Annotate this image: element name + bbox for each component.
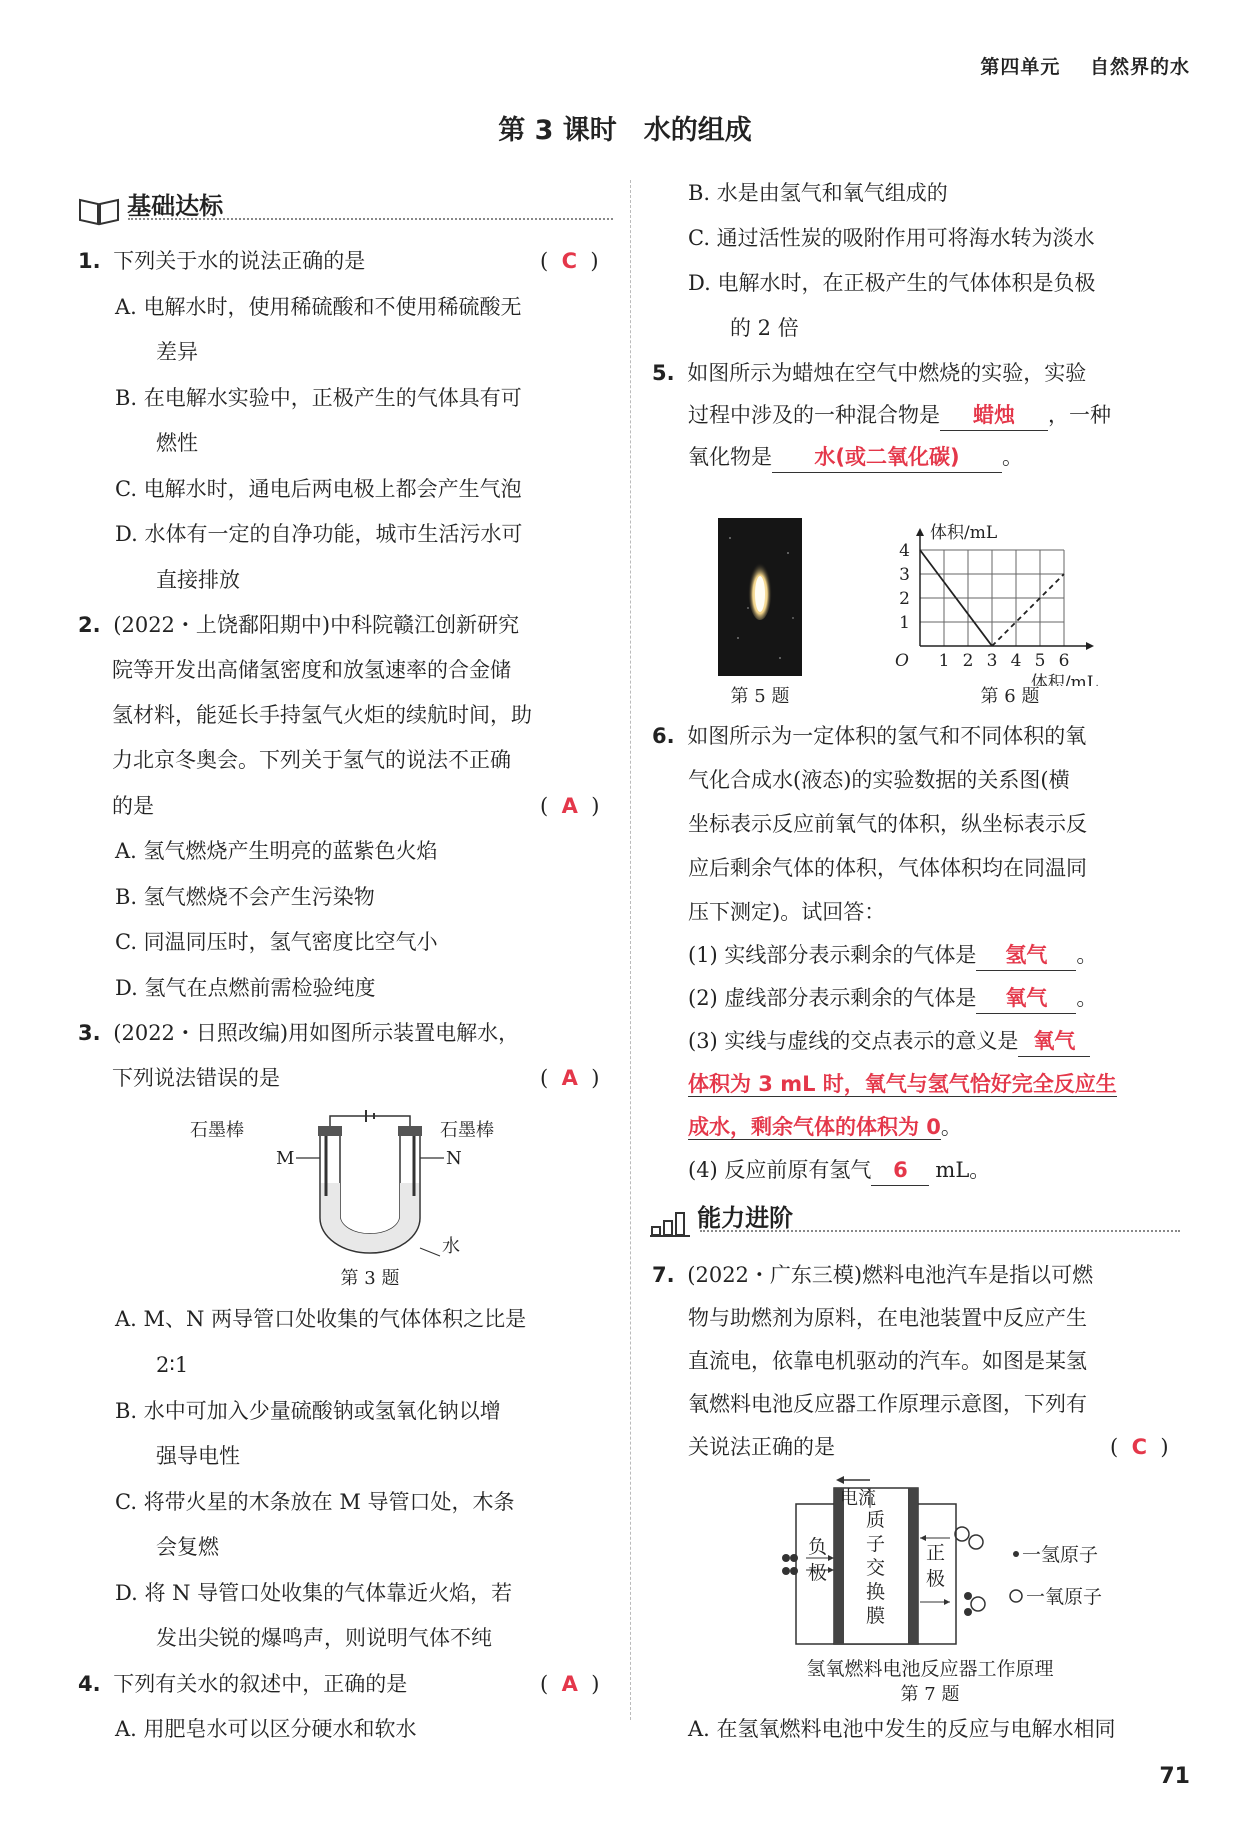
q6-answer-4: 6 <box>893 1158 908 1182</box>
option-b: B. 氢气燃烧不会产生污染物 <box>115 885 375 909</box>
q6-answer-3-cont: 成水，剩余气体的体积为 0。 <box>688 1115 962 1139</box>
page-title: 第 3 课时 水的组成 <box>498 115 752 146</box>
option-d: D. 电解水时，在正极产生的气体体积是负极 <box>688 271 1096 295</box>
q7-line: 物与助燃剂为原料，在电池装置中反应产生 <box>688 1306 1087 1330</box>
y-tick-label: 2 <box>899 589 910 609</box>
q6-answer-3-cont: 体积为 3 mL 时，氧气与氢气恰好完全反应生 <box>688 1072 1117 1096</box>
unit-label: 第四单元 <box>980 56 1061 78</box>
option-a: A. 电解水时，使用稀硫酸和不使用稀硫酸无 <box>115 295 522 319</box>
option-a: A. 氢气燃烧产生明亮的蓝紫色火焰 <box>115 839 438 863</box>
x-tick-label: 4 <box>1010 651 1022 671</box>
dashed-series-line <box>992 574 1064 646</box>
q6-answer-1: 氢气 <box>1005 943 1048 967</box>
option-c: C. 通过活性炭的吸附作用可将海水转为淡水 <box>688 226 1095 250</box>
question-1: 1. 下列关于水的说法正确的是 <box>78 249 366 273</box>
q5-line: 氧化物是 水(或二氧化碳) 。 <box>688 442 1023 473</box>
q6-line: 应后剩余气体的体积，气体体积均在同温同 <box>688 856 1087 880</box>
answer-3: ( A ) <box>540 1066 600 1090</box>
option-d-cont: 直接排放 <box>156 568 240 592</box>
page-header <box>980 52 1190 79</box>
column-divider <box>630 180 631 1720</box>
option-a: A. M、N 两导管口处收集的气体体积之比是 <box>115 1307 527 1331</box>
q5-line: 过程中涉及的一种混合物是 蜡烛 ，一种 <box>688 400 1111 431</box>
q7-line: 关说法正确的是 <box>688 1435 835 1459</box>
option-b: B. 水中可加入少量硫酸钠或氢氧化钠以增 <box>115 1399 501 1423</box>
option-c: C. 将带火星的木条放在 M 导管口处，木条 <box>115 1490 515 1514</box>
y-tick-label: 4 <box>899 541 910 561</box>
q6-sub-4: (4) 反应前原有氢气 6 mL。 <box>688 1155 990 1186</box>
figure-5-caption: 第 5 题 <box>730 686 790 707</box>
option-c: C. 电解水时，通电后两电极上都会产生气泡 <box>115 477 522 501</box>
answer-7: ( C ) <box>1110 1435 1169 1459</box>
q7-line: 氧燃料电池反应器工作原理示意图，下列有 <box>688 1392 1087 1416</box>
question-2: 2. (2022・上饶鄱阳期中)中科院赣江创新研究 <box>78 613 520 637</box>
legend-oxygen: 一氧原子 <box>1026 1586 1103 1608</box>
answer-1: ( C ) <box>540 249 599 273</box>
right-electrode-label: 石墨棒 <box>440 1120 494 1141</box>
fuel-cell-figure <box>750 1474 1150 1654</box>
negative-electrode-label: 负极 <box>808 1536 828 1584</box>
y-axis-arrow <box>916 528 924 536</box>
option-c-cont: 会复燃 <box>156 1535 219 1559</box>
x-tick-label: 3 <box>986 651 998 671</box>
figure-3-caption: 第 3 题 <box>340 1268 400 1289</box>
option-d: D. 氢气在点燃前需检验纯度 <box>115 976 376 1000</box>
candle-photo <box>718 518 802 676</box>
option-c: C. 同温同压时，氢气密度比空气小 <box>115 930 438 954</box>
option-d-cont: 发出尖锐的爆鸣声，则说明气体不纯 <box>156 1626 492 1650</box>
q6-sub-1: (1) 实线部分表示剩余的气体是 氢气 。 <box>688 940 1097 971</box>
option-b-cont: 燃性 <box>156 431 198 455</box>
option-d: D. 水体有一定的自净功能，城市生活污水可 <box>115 522 523 546</box>
chart-bars-icon <box>650 1207 692 1237</box>
option-b: B. 水是由氢气和氧气组成的 <box>688 181 948 205</box>
book-icon <box>78 194 122 226</box>
x-axis-arrow <box>1086 642 1094 650</box>
option-b-cont: 强导电性 <box>156 1444 240 1468</box>
q6-answer-2: 氧气 <box>1005 986 1048 1010</box>
option-d: D. 将 N 导管口处收集的气体靠近火焰，若 <box>115 1581 513 1605</box>
y-tick-label: 1 <box>899 613 910 633</box>
x-axis-title: 体积/mL <box>1030 673 1098 686</box>
q2-line: 力北京冬奥会。下列关于氢气的说法不正确 <box>112 748 511 772</box>
option-b: B. 在电解水实验中，正极产生的气体具有可 <box>115 386 522 410</box>
q5-answer-1: 蜡烛 <box>973 403 1015 427</box>
left-electrode-label: 石墨棒 <box>190 1120 244 1141</box>
option-a: A. 用肥皂水可以区分硬水和软水 <box>115 1717 417 1741</box>
volume-chart-svg <box>872 476 1132 686</box>
q2-line: 院等开发出高储氢密度和放氢速率的合金储 <box>112 658 511 682</box>
q3-line: 下列说法错误的是 <box>112 1066 280 1090</box>
current-label: 电流 <box>840 1488 876 1509</box>
q6-sub-2: (2) 虚线部分表示剩余的气体是 氧气 。 <box>688 983 1097 1014</box>
x-tick-label: 2 <box>962 651 974 671</box>
legend-hydrogen: 一氢原子 <box>1022 1544 1099 1566</box>
volume-chart <box>872 476 1132 686</box>
section-title: 能力进阶 <box>697 1204 794 1232</box>
question-6: 6. 如图所示为一定体积的氢气和不同体积的氧 <box>652 724 1087 748</box>
option-d-cont: 的 2 倍 <box>730 316 799 340</box>
q6-line: 压下测定)。试回答： <box>688 900 886 924</box>
membrane-label: 质子交换膜 <box>866 1509 886 1627</box>
x-tick-label: 6 <box>1058 651 1070 671</box>
answer-4: ( A ) <box>540 1672 600 1696</box>
section-underline <box>128 218 613 220</box>
electrolysis-figure <box>190 1108 500 1258</box>
positive-electrode-label: 正极 <box>926 1542 946 1590</box>
question-7: 7. (2022・广东三模)燃料电池汽车是指以可燃 <box>652 1263 1094 1287</box>
question-5: 5. 如图所示为蜡烛在空气中燃烧的实验，实验 <box>652 361 1087 385</box>
y-tick-label: 3 <box>899 565 910 585</box>
option-a-cont: 2∶1 <box>156 1353 189 1377</box>
n-label: N <box>446 1148 462 1169</box>
figure-6-caption: 第 6 题 <box>980 686 1040 707</box>
page-number: 71 <box>1159 1764 1190 1789</box>
figure-7-caption: 第 7 题 <box>900 1684 960 1705</box>
q5-answer-2: 水(或二氧化碳) <box>814 445 960 469</box>
candle-flame-icon <box>718 518 802 676</box>
section-title: 基础达标 <box>127 192 224 220</box>
y-axis-title: 体积/mL <box>930 523 998 543</box>
question-4: 4. 下列有关水的叙述中，正确的是 <box>78 1672 408 1696</box>
q7-line: 直流电，依靠电机驱动的汽车。如图是某氢 <box>688 1349 1087 1373</box>
q2-line: 的是 <box>112 794 154 818</box>
q6-line: 坐标表示反应前氧气的体积，纵坐标表示反 <box>688 812 1087 836</box>
x-tick-label: 1 <box>938 651 950 671</box>
origin-label: O <box>895 651 909 671</box>
option-a-cont: 差异 <box>156 340 198 364</box>
section-underline <box>700 1230 1180 1232</box>
q6-sub-3: (3) 实线与虚线的交点表示的意义是 氧气 <box>688 1026 1090 1057</box>
fuel-cell-title: 氢氧燃料电池反应器工作原理 <box>806 1658 1054 1680</box>
option-a: A. 在氢氧燃料电池中发生的反应与电解水相同 <box>688 1717 1116 1741</box>
q6-answer-3: 氧气 <box>1033 1029 1076 1053</box>
q2-line: 氢材料，能延长手持氢气火炬的续航时间，助 <box>112 703 532 727</box>
answer-2: ( A ) <box>540 794 600 818</box>
water-label: 水 <box>442 1236 460 1257</box>
question-3: 3. (2022・日照改编)用如图所示装置电解水， <box>78 1021 520 1045</box>
x-tick-label: 5 <box>1034 651 1046 671</box>
m-label: M <box>276 1148 295 1169</box>
chapter-label: 自然界的水 <box>1089 56 1190 78</box>
q6-line: 气化合成水(液态)的实验数据的关系图(横 <box>688 768 1070 792</box>
